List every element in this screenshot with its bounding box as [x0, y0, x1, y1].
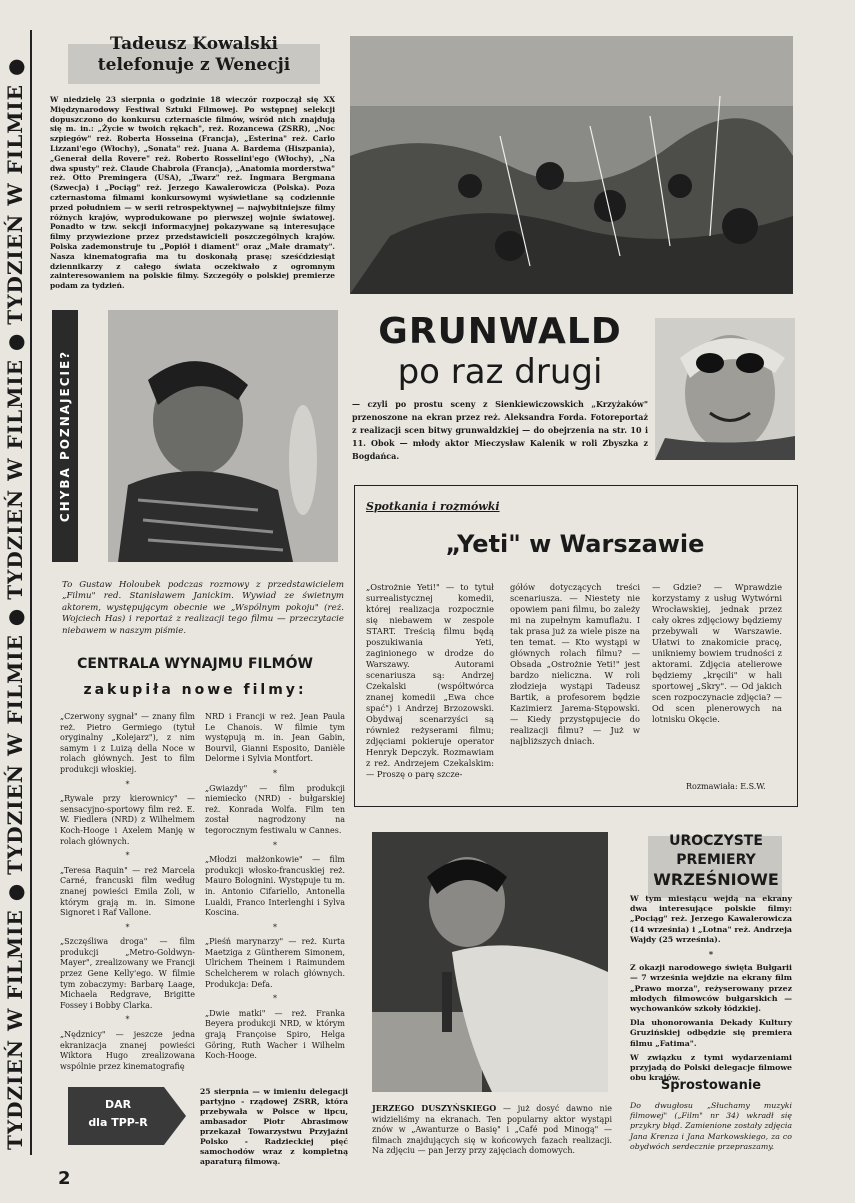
- centrala-right-column: NRD i Francji w reż. Jean Paula Le Chanois. W filmie tym występują m. in. Jean Gabin, Bourvil, Gianni Esposito, Danièle Delorme i Sylvia Montfort. * „Gwiazdy" — film produkcji niemiecko (NRD) - bułgarskiej reż. Konrada Wolfa. Film ten został nagrodzony na tegorocznym festiwalu w Cannes. * „Młodzi małżonkowie" — film produkcji włosko-francuskiej reż. Mauro Bolognini. Występuje tu m. in. Antonio Cifariello, Antonella Lualdi, Franco Interlenghi i Sylva Koscina. * „Pieśń marynarzy" — reż. Kurta Maetziga z Güntherem Simonem, Ulrichem Theinem i Raimundem Schelcherem w rolach głównych. Produkcja: Defa. * „Dwie matki" — reż. Franka Beyera produkcji NRD, w którym grają Françoise Spiro, Helga Göring, Ruth Wacher i Wilhelm Koch-Hooge.: [205, 712, 345, 1061]
- venice-title-line2: telefonuje z Wenecji: [97, 55, 291, 75]
- venice-body: W niedzielę 23 sierpnia o godzinie 18 wieczór rozpoczął się XX Międzynarodowy Festiwal Sztuki Filmowej. Po wstępnej selekcji dopuszczono do konkursu czternaście filmów, wśród nich znajdują się m. in.: „Życie w twoich rękach", reż. Rozancewa (ZSRR), „Noc szpiegów" reż. Roberta Hosseina (Francja), „Esterina" reż. Carlo Lizzani'ego (Włochy), „Sonata" reż. Juana A. Bardema (Hiszpania), „Generał della Rovere" reż. Roberto Rosselini'ego (Włochy), „Na dwa spusty" reż. Claude Chabrola (Francja), „Anatomia morderstwa" reż. Otto Premingera (USA), „Twarz" reż. Ingmara Bergmana (Szwecja) i „Pociąg" reż. Jerzego Kawalerowicza (Polska). Poza czternastoma filmami konkursowymi wyświetlane są codziennie przed południem — w serii retrospektywnej — najwybitniejsze filmy różnych krajów, wyprodukowane po pierwszej wojnie światowej. Ponadto w tzw. sekcji informacyjnej pokazywane są interesujące filmy przywiezione przez przedstawicieli poszczególnych krajów. Polska zademonstruje tu „Popiół i diament" oraz „Małe dramaty". Nasza kinematografia ma tu doskonałą prasę; sześćdziesiąt dziennikarzy z całego świata oczekiwało z ogromnym zainteresowaniem na polskie filmy. Szczegóły o polskiej premierze podam za tydzień.: [50, 95, 335, 291]
- film-item: „Nędznicy" — jeszcze jedna ekranizacja znanej powieści Wiktora Hugo zrealizowana wspólnie przez kinematografię: [60, 1030, 195, 1071]
- grunwald-battle-photo: [350, 36, 793, 294]
- film-item: „Rywale przy kierownicy" — sensacyjno-sportowy film reż. E. W. Fiedlera (NRD) z Wilhelmem Koch-Hooge i Axelem Manję w rolach głównych.: [60, 794, 195, 846]
- yeti-col3: — Gdzie? — Wprawdzie korzystamy z usług Wytwórni Wrocławskiej, jednak przez cały okres zdjęciowy będziemy przebywali w Warszawie. Ułatwi to znakomicie pracę, unikniemy bowiem trudności z aktorami. Zdjęcia atelierowe będziemy „kręcili" w hali sportowej „Skry". — Od jakich scen rozpoczynacie zdjęcia? — Od scen plenerowych na lotnisku Okęcie.: [652, 582, 782, 724]
- venice-title: [68, 34, 320, 76]
- dar-body: 25 sierpnia — w imieniu delegacji partyjno - rządowej ZSRR, która przebywała w Polsce w lipcu, ambasador Piotr Abrasimow przekazał Towarzystwu Przyjaźni Polsko - Radzieckiej pięć samochodów wraz z kompletną aparaturą filmową.: [200, 1087, 348, 1166]
- holoubek-photo: [108, 310, 338, 562]
- premiery-title-line3: WRZEŚNIOWE: [653, 870, 779, 889]
- film-item: „Czerwony sygnał" — znany film reż. Pietro Germiego (tytuł oryginalny „Kolejarz"), z nim samym i z Luizą della Noce w rolach głównych. Jest to film produkcji włoskiej.: [60, 712, 195, 774]
- premiery-p2: Z okazji narodowego święta Bułgarii — 7 września wejdzie na ekrany film „Prawo morza", reżyserowany przez młodych filmowców bułgarskich — wychowanków szkoły łódzkiej.: [630, 963, 792, 1014]
- grunwald-title-line2: po raz drugi: [397, 352, 603, 392]
- premiery-p4: W związku z tymi wydarzeniami przyjadą do Polski delegacje filmowe obu krajów.: [630, 1052, 792, 1083]
- venice-title-line1: Tadeusz Kowalski: [110, 34, 278, 54]
- premiery-title: [636, 832, 796, 889]
- yeti-col2: gółów dotyczących treści scenariusza. — Niestety nie opowiem pani filmu, bo zależy mi na zupełnym kamuflażu. I tak prasa już za wiele pisze na ten temat. — Kto wystąpi w głównych rolach filmu? — Obsada „Ostrożnie Yeti!" jest bardzo nieliczna. W roli złodzieja wystąpi Tadeusz Bartik, a profesorem będzie Kazimierz Jarema-Stępowski. — Kiedy przystępujecie do realizacji filmu? — Już w najbliższych dniach.: [510, 582, 640, 746]
- kalenik-photo: [655, 318, 795, 460]
- film-item: „Szczęśliwa droga" — film produkcji „Metro-Goldwyn-Mayer", zrealizowany we Francji przez Gene Kelly'ego. W filmie tym zobaczymy: Barbarę Laage, Michaela Redgrave, Brigitte Fossey i Bobby Clarka.: [60, 937, 195, 1010]
- grunwald-title-line1: GRUNWALD: [378, 311, 622, 352]
- dar-label-line1: DAR: [104, 1098, 132, 1111]
- spine-banner: [0, 30, 32, 1150]
- premiery-p3: Dla uhonorowania Dekady Kultury Gruzińskiej odbędzie się premiera filmu „Fatima".: [630, 1018, 792, 1048]
- grunwald-body: — czyli po prostu sceny z Sienkiewiczowskich „Krzyżaków" przenoszone na ekran przez reż. Aleksandra Forda. Fotoreportaż z realizacji scen bitwy grunwaldzkiej — do obejrzenia na str. 10 i 11. Obok — młody aktor Mieczysław Kalenik w roli Zbyszka z Bogdańca.: [352, 399, 648, 461]
- spine-rule: [30, 30, 32, 1155]
- duszynski-photo: [372, 832, 608, 1092]
- dar-label-line2: dla TPP-R: [88, 1116, 148, 1129]
- chyba-caption: To Gustaw Holoubek podczas rozmowy z przedstawicielem „Filmu" red. Stanisławem Janickim. Wywiad ze świetnym aktorem, występującym obecnie we „Wspólnym pokoju" (reż. Wojciech Has) i reportaż z realizacji tego filmu — przeczytacie niebawem w naszym piśmie.: [62, 580, 344, 636]
- page-number: 2: [58, 1168, 71, 1189]
- premiery-title-line2: PREMIERY: [676, 852, 756, 868]
- film-item: „Teresa Raquin" — reż Marcela Carné, francuski film według znanej powieści Emila Zoli, w którym grają m. in. Simone Signoret i Raf Vallone.: [60, 865, 195, 918]
- film-item: „Dwie matki" — reż. Franka Beyera produkcji NRD, w którym grają Françoise Spiro, Helga Göring, Ruth Wacher i Wilhelm Koch-Hooge.: [205, 1008, 345, 1061]
- yeti-col1: „Ostrożnie Yeti!" — to tytuł surrealistycznej komedii, której realizacja rozpocznie się niebawem w zespole START. Treścią filmu będą poszukiwania Yeti, zaginionego w drodze do Warszawy. Autorami scenariusza są: Andrzej Czekalski (współtwórca znanej komedii „Ewa chce spać") i Andrzej Brzozowski. Obydwaj scenarzyści są również reżyserami filmu; zdjęciami pokieruje operator Henryk Depczyk. Rozmawiam z reż. Andrzejem Czekalskim: — Proszę o parę szcze-: [366, 582, 494, 779]
- duszynski-caption-body: — już dosyć dawno nie widzieliśmy na ekranach. Ten popularny aktor wystąpi znów w „Awanturze o Basię" i „Café pod Minogą" — filmach znajdujących się w końcowych fazach realizacji. Na zdjęciu — pan Jerzy przy zajęciach domowych.: [372, 1104, 613, 1156]
- premiery-title-line1: UROCZYSTE: [669, 833, 763, 849]
- dar-label: [68, 1096, 168, 1132]
- premiery-body: W tym miesiącu wejdą na ekrany dwa interesujące polskie filmy: „Pociąg" reż. Jerzego Kawalerowicza (14 września) i „Lotna" reż. Andrzeja Wajdy (25 września). * Z okazji narodowego święta Bułgarii — 7 września wejdzie na ekrany film „Prawo morza", reżyserowany przez młodych filmowców bułgarskich — wychowanków szkoły łódzkiej. Dla uhonorowania Dekady Kultury Gruzińskiej odbędzie się premiera filmu „Fatima". W związku z tymi wydarzeniami przyjadą do Polski delegacje filmowe obu krajów.: [630, 894, 792, 1083]
- centrala-title-line1: CENTRALA WYNAJMU FILMÓW: [77, 656, 313, 672]
- yeti-kicker: Spotkania i rozmówki: [366, 500, 500, 513]
- sprostowanie-title: Sprostowanie: [660, 1078, 762, 1093]
- film-item: NRD i Francji w reż. Jean Paula Le Chanois. W filmie tym występują m. in. Jean Gabin, Bourvil, Gianni Esposito, Danièle Delorme i Sylvia Montfort.: [205, 712, 345, 764]
- chyba-label: CHYBA POZNAJECIE?: [58, 349, 72, 523]
- duszynski-caption-name: JERZEGO DUSZYŃSKIEGO: [372, 1103, 497, 1113]
- duszynski-caption: [372, 1103, 612, 1157]
- film-item: „Gwiazdy" — film produkcji niemiecko (NRD) - bułgarskiej reż. Konrada Wolfa. Film ten został nagrodzony na tegorocznym festiwalu w Cannes.: [205, 783, 345, 835]
- centrala-title-line2: zakupiła nowe filmy:: [83, 682, 307, 698]
- sprostowanie-body: Do dwugłosu „Słuchamy muzyki filmowej" („Film" nr 34) wkradł się przykry błąd. Zamienione zostały zdjęcia Jana Krenza i Jana Markowskiego, za co obydwóch serdecznie przepraszamy.: [630, 1101, 792, 1151]
- yeti-signature: Rozmawiała: E.S.W.: [686, 782, 766, 791]
- grunwald-title: [352, 312, 648, 392]
- centrala-left-column: „Czerwony sygnał" — znany film reż. Pietro Germiego (tytuł oryginalny „Kolejarz"), z nim samym i z Luizą della Noce w rolach głównych. Jest to film produkcji włoskiej. * „Rywale przy kierownicy" — sensacyjno-sportowy film reż. E. W. Fiedlera (NRD) z Wilhelmem Koch-Hooge i Axelem Manję w rolach głównych. * „Teresa Raquin" — reż Marcela Carné, francuski film według znanej powieści Emila Zoli, w którym grają m. in. Simone Signoret i Raf Vallone. * „Szczęśliwa droga" — film produkcji „Metro-Goldwyn-Mayer", zrealizowany we Francji przez Gene Kelly'ego. W filmie tym zobaczymy: Barbarę Laage, Michaela Redgrave, Brigitte Fossey i Bobby Clarka. * „Nędznicy" — jeszcze jedna ekranizacja znanej powieści Wiktora Hugo zrealizowana wspólnie przez kinematografię: [60, 712, 195, 1071]
- film-item: „Pieśń marynarzy" — reż. Kurta Maetziga z Güntherem Simonem, Ulrichem Theinem i Raimundem Schelcherem w rolach głównych. Produkcja: Defa.: [205, 937, 345, 989]
- film-item: „Młodzi małżonkowie" — film produkcji włosko-francuskiej reż. Mauro Bolognini. Występuje tu m. in. Antonio Cifariello, Antonella Lualdi, Franco Interlenghi i Sylva Koscina.: [205, 855, 345, 918]
- spine-text: TYDZIEŃ W FILMIE ● TYDZIEŃ W FILMIE ● TYDZIEŃ W FILMIE ● TYDZIEŃ W FILMIE ●: [3, 57, 27, 1150]
- premiery-p1: W tym miesiącu wejdą na ekrany dwa interesujące polskie filmy: „Pociąg" reż. Jerzego Kawalerowicza (14 września) i „Lotna" reż. Andrzeja Wajdy (25 września).: [630, 894, 792, 944]
- yeti-title: „Yeti" w Warszawie: [445, 530, 705, 558]
